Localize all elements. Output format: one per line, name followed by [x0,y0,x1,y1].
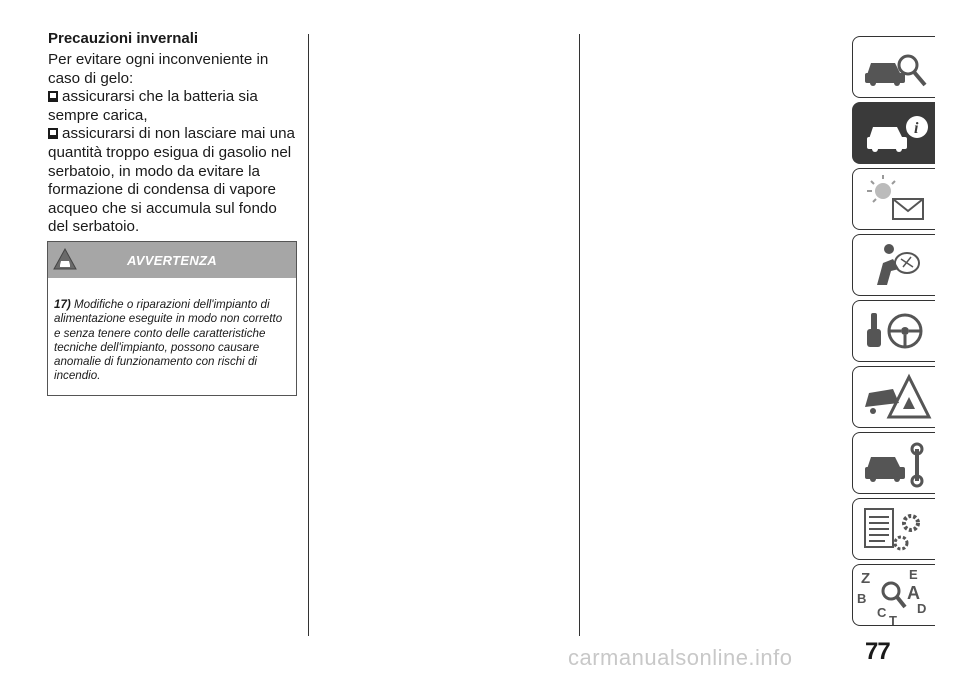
tab-alphabetical-index[interactable] [852,564,935,626]
watermark: carmanualsonline.info [568,645,793,670]
index-letter: A [907,583,920,603]
section-title: Precauzioni invernali [48,30,199,47]
tab-maintenance[interactable] [852,432,935,494]
index-letter: Z [861,570,871,587]
index-letter: D [917,601,927,616]
tab-car-info[interactable] [852,102,935,164]
warning-text: Modifiche o riparazioni dell'impianto di alimentazione eseguite in modo non corretto e senza tenere conto delle caratteristiche tecniche dell'impianto, possono causare anomalie di funzionamento con rischi di incendio. [54,298,283,383]
warning-title: AVVERTENZA [127,253,217,268]
bullet-text: assicurarsi di non lasciare mai una quantità troppo esigua di gasolio nel serbatoio, in modo da evitare la formazione di condensa di vapore acqueo che si accumula sul fondo del serbatoio. [48,125,295,236]
warning-text-block [48,278,296,384]
warning-box [47,241,297,396]
bullet-item [48,88,300,125]
bullet-item [48,125,300,237]
tab-emergency[interactable] [852,366,935,428]
index-letter: T [889,613,897,625]
tab-lights-messages[interactable] [852,168,935,230]
text-column [48,30,300,237]
car-search-icon [853,37,935,97]
key-steering-wheel-icon [853,301,935,361]
column-divider-left [308,34,309,636]
light-warning-icon [853,169,935,229]
index-letter: E [909,567,918,582]
index-letter: C [877,605,887,620]
bullet-text: assicurarsi che la batteria sia sempre carica, [48,88,258,124]
alphabet-index-icon [853,565,935,625]
tab-technical-data[interactable] [852,498,935,560]
checklist-gears-icon [853,499,935,559]
intro-paragraph: Per evitare ogni inconveniente in caso di gelo: [48,51,269,87]
warning-number: 17) [54,298,71,311]
car-crash-warning-icon [853,367,935,427]
index-letter: B [857,591,867,606]
bullet-icon [48,91,58,102]
svg-text:i: i [914,120,919,137]
warning-header [48,242,296,278]
tab-starting-driving[interactable] [852,300,935,362]
tab-car-search[interactable] [852,36,935,98]
airbag-passenger-icon [853,235,935,295]
bullet-icon [48,128,58,139]
tab-safety[interactable] [852,234,935,296]
column-divider-right [579,34,580,636]
car-info-icon [853,103,935,163]
page-number: 77 [865,638,890,665]
car-wrench-icon [853,433,935,493]
